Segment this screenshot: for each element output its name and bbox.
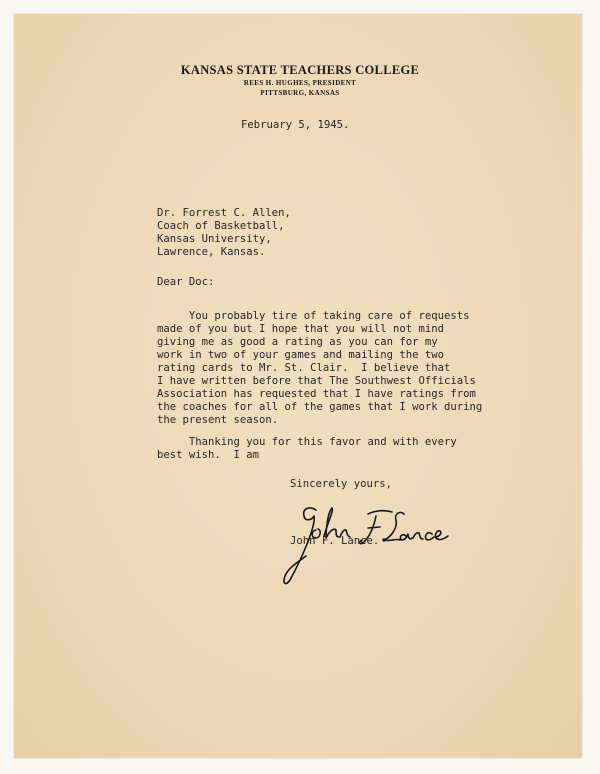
body-line: I have written before that The Southwest Officials <box>157 375 476 387</box>
recipient-title: Coach of Basketball, <box>157 220 285 232</box>
handwritten-signature <box>272 496 462 591</box>
body-line: rating cards to Mr. St. Clair. I believe that <box>157 362 451 374</box>
body-line: giving me as good a rating as you can for my <box>157 336 438 348</box>
body-line: best wish. I am <box>157 449 260 461</box>
recipient-name: Dr. Forrest C. Allen, <box>157 207 291 219</box>
letterhead-college: KANSAS STATE TEACHERS COLLEGE <box>180 63 420 77</box>
body-line: work in two of your games and mailing the two <box>157 349 445 361</box>
body-line: Association has requested that I have ratings from <box>157 388 476 400</box>
body-line: made of you but I hope that you will not mind <box>157 323 445 335</box>
letterhead-president: REES H. HUGHES, PRESIDENT <box>243 79 357 87</box>
body-line: Thanking you for this favor and with every <box>157 436 457 448</box>
closing: Sincerely yours, <box>290 478 393 490</box>
body-line: the coaches for all of the games that I work during <box>157 401 483 413</box>
salutation: Dear Doc: <box>157 276 215 288</box>
letterhead-city: PITTSBURG, KANSAS <box>260 89 340 97</box>
body-line: the present season. <box>157 414 279 426</box>
typed-signature-name: John F. Lance. <box>290 535 380 547</box>
recipient-city: Lawrence, Kansas. <box>157 246 266 258</box>
body-line: You probably tire of taking care of requests <box>157 310 470 322</box>
recipient-institution: Kansas University, <box>157 233 272 245</box>
letter-date: February 5, 1945. <box>241 119 350 131</box>
